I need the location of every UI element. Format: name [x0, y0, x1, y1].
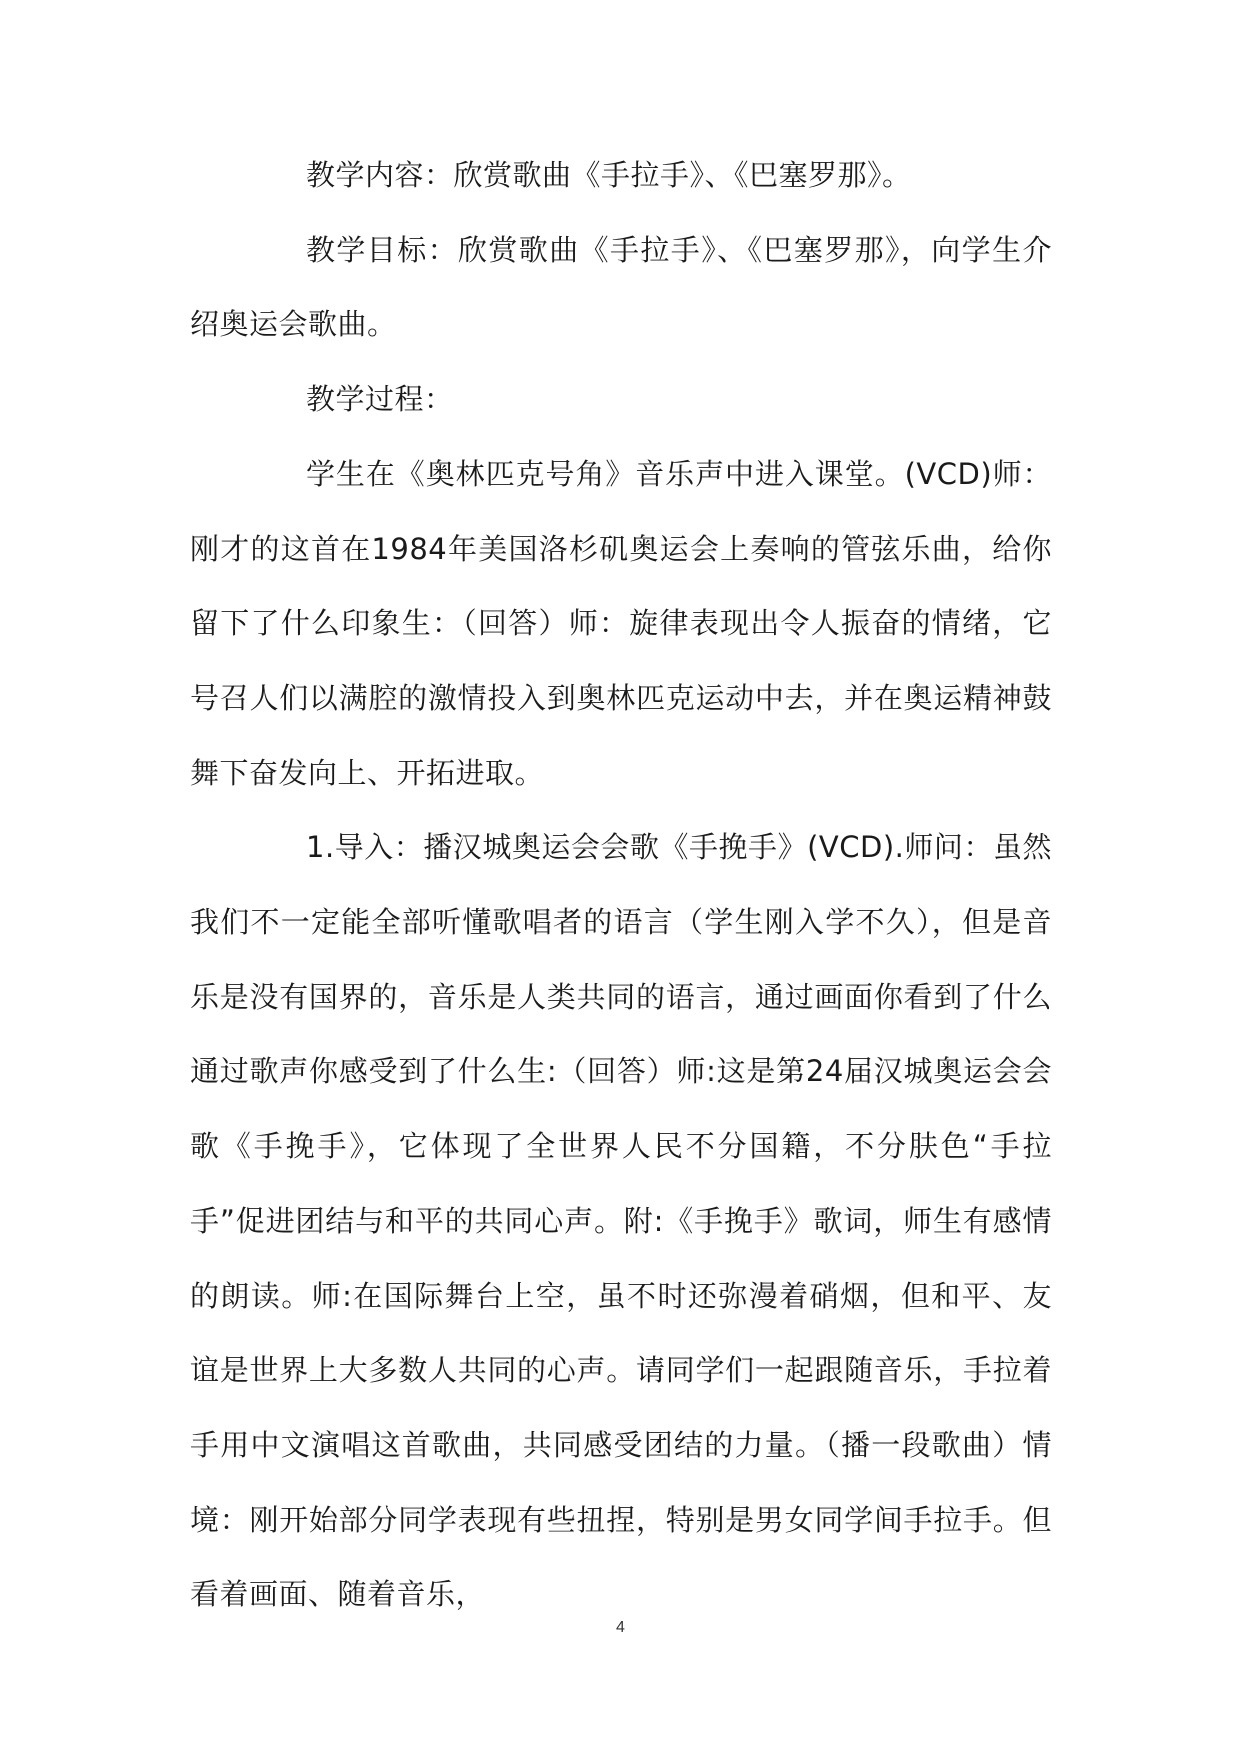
document-body [190, 138, 1052, 1632]
page-number: 4 [616, 1619, 625, 1636]
paragraph-entering-class: 学生在《奥林匹克号角》音乐声中进入课堂。(VCD)师：刚才的这首在1984年美国洛杉矶奥运会上奏响的管弦乐曲，给你留下了什么印象生：（回答）师：旋律表现出令人振奋的情绪，它号召人们以满腔的激情投入到奥林匹克运动中去，并在奥运精神鼓舞下奋发向上、开拓进取。 [190, 456, 1052, 790]
paragraph-teaching-process-heading: 教学过程： [306, 382, 454, 417]
paragraph-introduction: 1.导入：播汉城奥运会会歌《手挽手》(VCD).师问：虽然我们不一定能全部听懂歌唱者的语言（学生刚入学不久），但是音乐是没有国界的，音乐是人类共同的语言，通过画面你看到了什么通过歌声你感受到了什么生:（回答）师:这是第24届汉城奥运会会歌《手挽手》，它体现了全世界人民不分国籍，不分肤色“手拉手”促进团结与和平的共同心声。附:《手挽手》歌词，师生有感情的朗读。师:在国际舞台上空，虽不时还弥漫着硝烟，但和平、友谊是世界上大多数人共同的心声。请同学们一起跟随音乐，手拉着手用中文演唱这首歌曲，共同感受团结的力量。（播一段歌曲）情境：刚开始部分同学表现有些扭捏，特别是男女同学间手拉手。但看着画面、随着音乐， [190, 830, 1052, 1612]
paragraph-teaching-content: 教学内容：欣赏歌曲《手拉手》、《巴塞罗那》。 [306, 158, 912, 192]
paragraph-teaching-goal: 教学目标：欣赏歌曲《手拉手》、《巴塞罗那》，向学生介绍奥运会歌曲。 [190, 232, 1052, 342]
